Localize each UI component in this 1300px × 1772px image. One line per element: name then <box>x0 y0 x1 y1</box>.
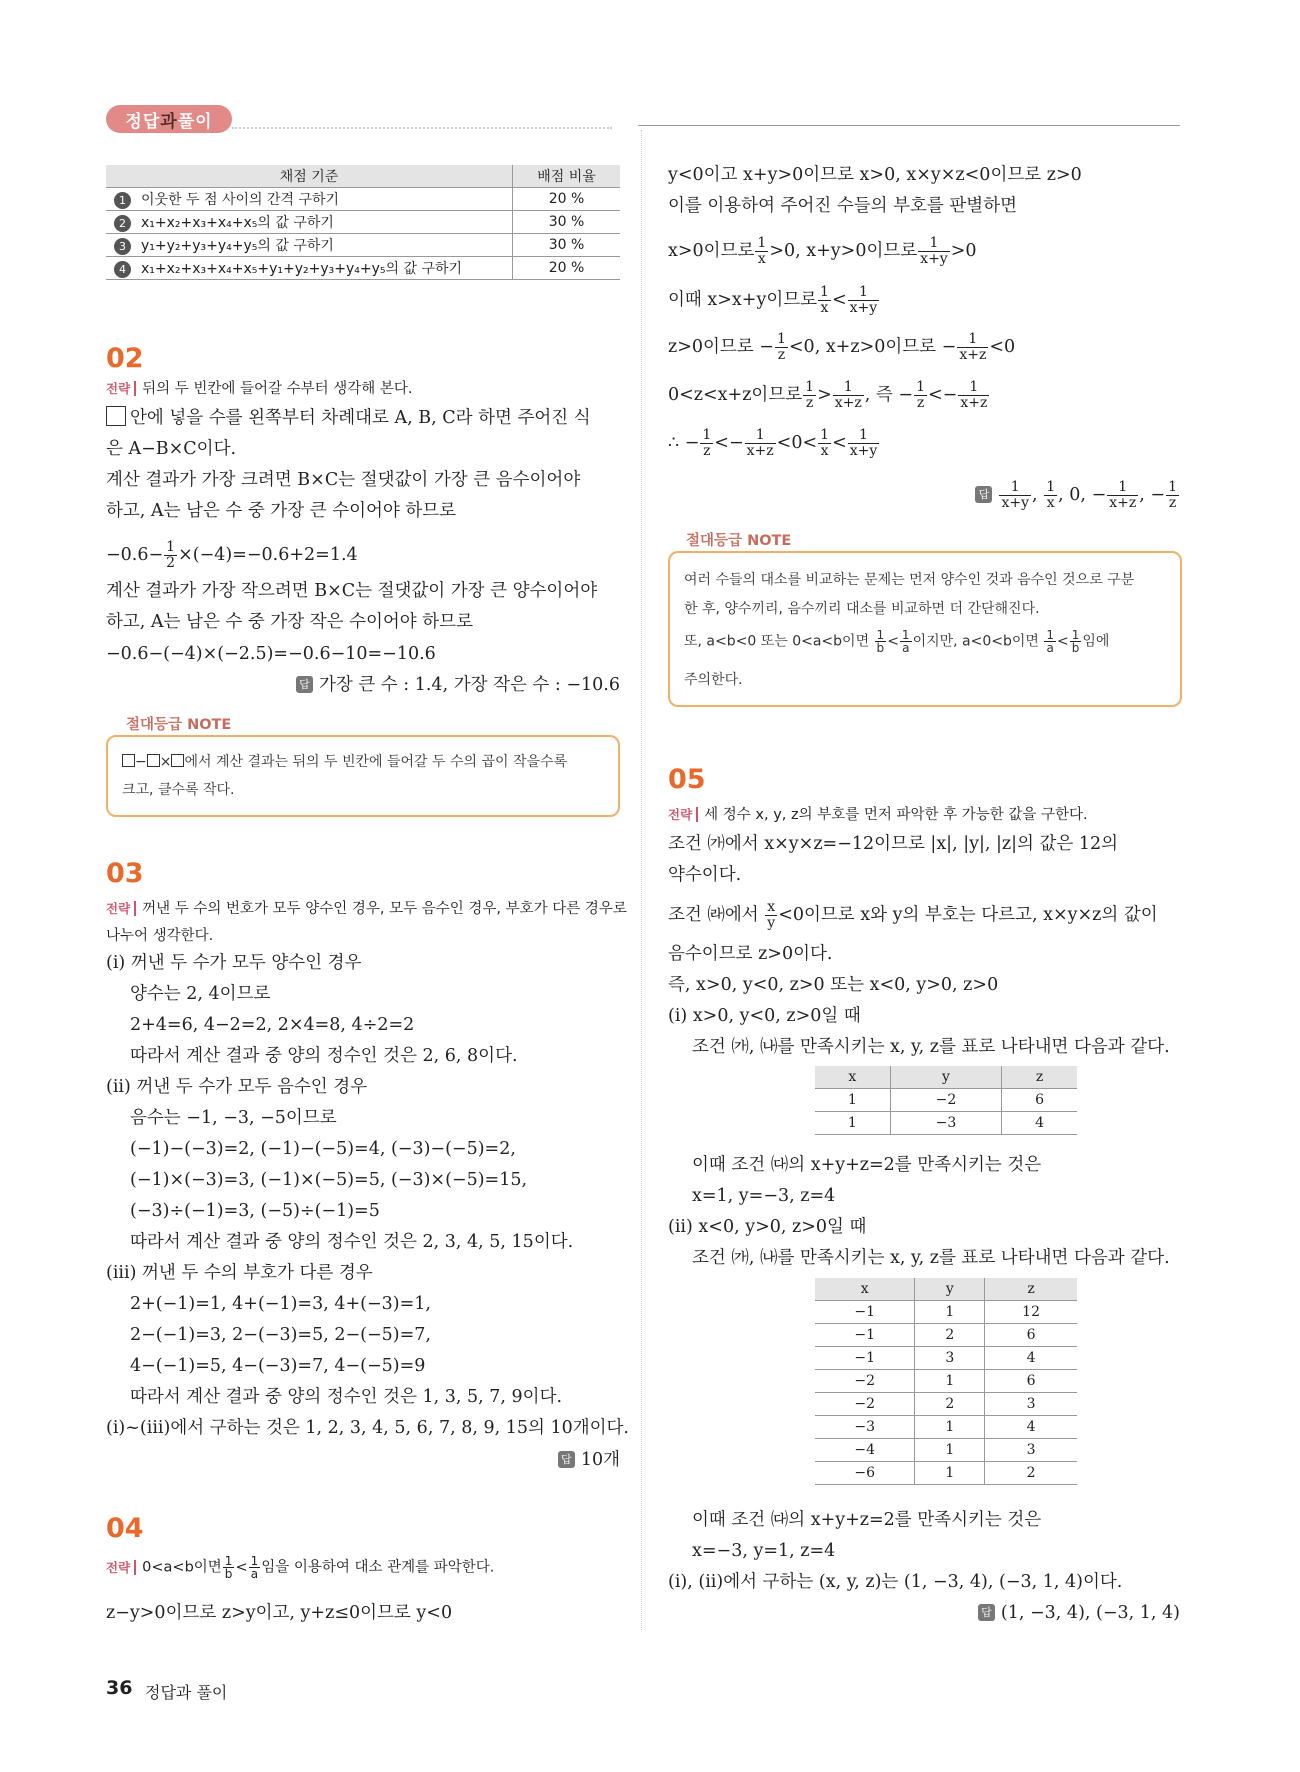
p04-expr: , <box>864 385 871 405</box>
p04-expr: , <box>1080 485 1086 505</box>
frac-num: 1 <box>820 284 829 300</box>
p02-expr: ×(−4)=−0.6+2=1.4 <box>178 545 358 565</box>
grading-criteria-text: x₁+x₂+x₃+x₄+x₅+y₁+y₂+y₃+y₄+y₅의 값 구하기 <box>141 261 463 277</box>
cell: 1 <box>915 1370 985 1393</box>
p04-line: z−y>0이므로 z>y이고, y+z≤0이므로 y<0 <box>106 1603 453 1623</box>
header-title-c: 풀이 <box>177 111 213 132</box>
header-dotted-rule <box>232 127 612 129</box>
p03-line: (−3)÷(−1)=3, (−5)÷(−1)=5 <box>130 1201 380 1221</box>
frac-num: 1 <box>1107 480 1138 496</box>
frac-den: x+z <box>960 395 988 411</box>
p03-line: 4−(−1)=5, 4−(−3)=7, 4−(−5)=9 <box>130 1356 426 1376</box>
table-row <box>815 1370 1077 1393</box>
p04-expr: <0, x+z>0이므로 − <box>788 337 957 357</box>
frac-num: 1 <box>1071 628 1080 642</box>
frac-num: 1 <box>224 1554 233 1568</box>
col-head: x <box>815 1066 890 1089</box>
fraction <box>1166 480 1179 511</box>
grading-ratio: 20 % <box>513 257 621 280</box>
table-row <box>106 188 620 211</box>
strategy-text: 임을 이용하여 대소 관계를 파악한다. <box>261 1559 495 1576</box>
note-op: × <box>159 754 172 770</box>
table-row <box>106 211 620 234</box>
note-line-3 <box>684 629 1109 654</box>
table-row <box>815 1393 1077 1416</box>
p02-line-3: 계산 결과가 가장 크려면 B×C는 절댓값이 가장 큰 음수이어야 <box>106 470 581 490</box>
fraction <box>1044 629 1056 654</box>
frac-num: 1 <box>757 235 767 251</box>
note-text: 이지만, a<0<b이면 <box>912 633 1039 650</box>
p04-expr: 0 <box>1069 485 1081 505</box>
row-number-badge: 2 <box>114 215 131 232</box>
frac-num: 1 <box>833 380 864 396</box>
p04-line <box>668 380 990 411</box>
col-head: z <box>985 1278 1077 1301</box>
row-number-badge: 4 <box>114 261 131 278</box>
p05-expr: <0이므로 x와 y의 부호는 다르고, x×y×z의 값이 <box>778 905 1158 925</box>
p04-expr: <0 <box>989 337 1016 357</box>
p05-line: x=1, y=−3, z=4 <box>692 1186 836 1206</box>
fraction <box>249 1555 261 1580</box>
p05-line: (i) x>0, y<0, z>0일 때 <box>668 1006 861 1026</box>
col-head: y <box>915 1278 985 1301</box>
frac-den: x+y <box>920 251 948 267</box>
note-title: 절대등급 NOTE <box>686 533 792 549</box>
cell: 2 <box>985 1462 1077 1485</box>
frac-num: 1 <box>918 236 950 252</box>
grading-criteria-text: 이웃한 두 점 사이의 간격 구하기 <box>141 192 340 208</box>
p03-answer <box>558 1448 620 1472</box>
frac-den: x+y <box>1001 495 1030 511</box>
p05-line: 약수이다. <box>668 865 742 885</box>
p04-line <box>668 428 880 459</box>
cell: 1 <box>915 1301 985 1324</box>
fraction <box>999 480 1031 511</box>
note-title: 절대등급 NOTE <box>126 717 232 733</box>
p04-expr: < <box>831 290 847 310</box>
row-number-badge: 1 <box>114 192 131 209</box>
table-row <box>106 257 620 280</box>
answer-icon: 답 <box>975 486 992 503</box>
table-row <box>815 1416 1077 1439</box>
problem-03-number: 03 <box>106 858 144 889</box>
fraction <box>848 285 880 316</box>
cell: 3 <box>985 1393 1077 1416</box>
strategy-text: 꺼낸 두 수의 번호가 모두 양수인 경우, 모두 음수인 경우, 부호가 다른 경우로 <box>142 901 627 917</box>
p04-expr: z>0이므로 − <box>668 337 774 357</box>
frac-num: 1 <box>876 628 885 642</box>
p05-line <box>668 900 1158 931</box>
frac-den: b <box>224 1567 233 1581</box>
frac-num: 1 <box>1046 628 1055 642</box>
p03-line: (i)~(iii)에서 구하는 것은 1, 2, 3, 4, 5, 6, 7, 8, 9, 15의 10개이다. <box>106 1418 630 1438</box>
p02-line-5 <box>106 540 358 571</box>
p04-expr: < <box>832 433 847 453</box>
p04-expr: 즉 − <box>875 385 914 405</box>
p04-expr: − <box>1091 485 1107 505</box>
grading-head-criteria: 채점 기준 <box>106 165 513 188</box>
frac-den: x+y <box>849 300 878 316</box>
frac-den: x+y <box>849 443 878 459</box>
p05-line: 조건 ㈎, ㈏를 만족시키는 x, y, z를 표로 나타내면 다음과 같다. <box>692 1248 1170 1268</box>
header-title-b: 과 <box>160 111 178 132</box>
fraction <box>957 332 988 363</box>
grading-head-ratio: 배점 비율 <box>513 165 621 188</box>
fraction <box>818 285 831 316</box>
p04-expr: 0<z<x+z이므로 <box>668 385 803 405</box>
column-divider <box>641 130 642 1630</box>
p04-expr: , <box>1032 485 1038 505</box>
p03-line: (ii) 꺼낸 두 수가 모두 음수인 경우 <box>106 1077 368 1097</box>
fraction <box>875 629 887 654</box>
strategy-text: 뒤의 두 빈칸에 들어갈 수부터 생각해 본다. <box>142 381 413 397</box>
cell: 2 <box>915 1393 985 1416</box>
footer-label: 정답과 풀이 <box>145 1683 228 1702</box>
p03-line: 2+4=6, 4−2=2, 2×4=8, 4÷2=2 <box>130 1015 415 1035</box>
header-title <box>106 105 232 133</box>
p04-expr: ∴ − <box>668 433 700 453</box>
grading-table-header <box>106 165 620 188</box>
fraction <box>745 428 776 459</box>
blank-box-icon <box>147 754 160 767</box>
frac-den: b <box>876 641 885 655</box>
problem-04-strategy <box>106 1555 494 1580</box>
frac-num: 1 <box>848 285 880 301</box>
strategy-tag: 전략 <box>106 381 136 396</box>
cell: 6 <box>985 1370 1077 1393</box>
cell: 3 <box>915 1347 985 1370</box>
answer-text: 가장 큰 수 : 1.4, 가장 작은 수 : −10.6 <box>318 675 620 695</box>
frac-num: 1 <box>805 379 815 395</box>
p05-line: 음수이므로 z>0이다. <box>668 944 833 964</box>
note-text: 또, a<b<0 또는 0<a<b이면 <box>684 633 870 650</box>
strategy-tag: 전략 <box>106 1560 136 1575</box>
note-text: 임에 <box>1082 633 1110 650</box>
cell: 1 <box>915 1416 985 1439</box>
fraction <box>1044 480 1057 511</box>
table-row <box>815 1301 1077 1324</box>
p05-line: (ii) x<0, y>0, z>0일 때 <box>668 1217 867 1237</box>
cell: −1 <box>815 1301 915 1324</box>
p04-line: 이를 이용하여 주어진 수들의 부호를 판별하면 <box>668 196 1018 216</box>
p03-line: 따라서 계산 결과 중 양의 정수인 것은 2, 3, 4, 5, 15이다. <box>130 1232 574 1252</box>
p05-line: 조건 ㈎에서 x×y×z=−12이므로 |x|, |y|, |z|의 값은 12의 <box>668 834 1119 854</box>
frac-den: x+z <box>834 395 862 411</box>
frac-den: x <box>820 300 829 316</box>
frac-den: z <box>805 395 814 411</box>
grading-table <box>106 165 620 280</box>
p04-expr: >0 <box>950 241 977 261</box>
cell: 1 <box>915 1439 985 1462</box>
cell: −3 <box>890 1112 1001 1135</box>
frac-den: a <box>1046 641 1054 655</box>
frac-num: 1 <box>916 379 925 395</box>
note-op: − <box>135 754 147 770</box>
p03-line: 따라서 계산 결과 중 양의 정수인 것은 2, 6, 8이다. <box>130 1046 518 1066</box>
note-text: < <box>887 633 899 650</box>
fraction <box>848 428 880 459</box>
frac-num: 1 <box>901 628 910 642</box>
cell: −1 <box>815 1347 915 1370</box>
problem-04-number: 04 <box>106 1513 144 1544</box>
strategy-tag: 전략 <box>106 901 136 916</box>
row-number-badge: 3 <box>114 238 131 255</box>
frac-den: a <box>250 1567 259 1581</box>
cell: 1 <box>915 1462 985 1485</box>
fraction <box>765 900 777 931</box>
answer-icon: 답 <box>558 1451 575 1468</box>
p05-table-2 <box>815 1278 1077 1485</box>
cell: −4 <box>815 1439 915 1462</box>
problem-05-number: 05 <box>668 764 706 795</box>
p04-expr: < <box>802 433 818 453</box>
note-line-4: 주의한다. <box>684 672 743 688</box>
header-rule <box>638 125 1180 126</box>
p04-expr: 0 <box>791 433 803 453</box>
cell: 1 <box>815 1112 890 1135</box>
p05-line: 이때 조건 ㈐의 x+y+z=2를 만족시키는 것은 <box>692 1510 1042 1530</box>
table-row <box>815 1112 1077 1135</box>
cell: −2 <box>815 1393 915 1416</box>
note-text: 에서 계산 결과는 뒤의 두 빈칸에 들어갈 두 수의 곱이 작을수록 <box>184 754 568 770</box>
frac-den: a <box>902 641 910 655</box>
frac-num: x <box>765 900 777 916</box>
p04-expr: , <box>1058 485 1064 505</box>
p02-answer <box>296 673 620 697</box>
frac-num: 1 <box>250 1554 259 1568</box>
table-row <box>815 1462 1077 1485</box>
fraction <box>700 428 713 459</box>
p02-line-4: 하고, A는 남은 수 중 가장 큰 수이어야 하므로 <box>106 501 457 521</box>
answer-icon: 답 <box>296 676 313 693</box>
cell: 4 <box>1002 1112 1077 1135</box>
answer-icon: 답 <box>978 1604 995 1621</box>
p02-expr: −0.6− <box>106 545 164 565</box>
grading-criteria-text: x₁+x₂+x₃+x₄+x₅의 값 구하기 <box>141 215 334 231</box>
problem-03-strategy <box>106 897 627 918</box>
cell: −1 <box>815 1324 915 1347</box>
strategy-tag: 전략 <box>668 807 698 822</box>
fraction <box>164 540 177 571</box>
note-line-2: 크고, 클수록 작다. <box>122 782 235 798</box>
frac-den: z <box>1168 495 1177 511</box>
frac-den: x+z <box>746 443 774 459</box>
p04-expr: − <box>728 433 744 453</box>
cell: 2 <box>915 1324 985 1347</box>
p03-line: (−1)−(−3)=2, (−1)−(−5)=4, (−3)−(−5)=2, <box>130 1139 516 1159</box>
table-row <box>815 1347 1077 1370</box>
frac-den: x <box>1046 495 1055 511</box>
grading-ratio: 30 % <box>513 234 621 257</box>
p05-answer <box>978 1601 1180 1625</box>
p04-line: y<0이고 x+y>0이므로 x>0, x×y×z<0이므로 z>0 <box>668 165 1082 185</box>
answer-text: (1, −3, 4), (−3, 1, 4) <box>1000 1603 1180 1623</box>
p03-line: (iii) 꺼낸 두 수의 부호가 다른 경우 <box>106 1263 373 1283</box>
p05-line: x=−3, y=1, z=4 <box>692 1541 836 1561</box>
table-header <box>815 1278 1077 1301</box>
fraction <box>1107 480 1138 511</box>
note-line-1 <box>122 751 567 771</box>
page-number: 36 <box>106 1677 133 1699</box>
p04-expr: >0, x+y>0이므로 <box>769 241 918 261</box>
p04-expr: , <box>1139 485 1145 505</box>
frac-num: 1 <box>957 332 988 348</box>
table-row <box>815 1439 1077 1462</box>
p05-expr: 조건 ㈑에서 <box>668 905 759 925</box>
fraction <box>833 380 864 411</box>
cell: −2 <box>890 1089 1001 1112</box>
p04-expr: < <box>927 385 943 405</box>
table-row <box>106 234 620 257</box>
p03-line: 2−(−1)=3, 2−(−3)=5, 2−(−5)=7, <box>130 1325 431 1345</box>
p02-line-7: 하고, A는 남은 수 중 가장 작은 수이어야 하므로 <box>106 612 473 632</box>
p04-expr: − <box>1150 485 1166 505</box>
frac-num: 1 <box>999 480 1031 496</box>
p05-line: 이때 조건 ㈐의 x+y+z=2를 만족시키는 것은 <box>692 1155 1042 1175</box>
strategy-text: < <box>235 1559 248 1576</box>
fraction <box>918 236 950 267</box>
frac-num: 1 <box>702 427 712 443</box>
p03-line: 양수는 2, 4이므로 <box>130 984 271 1004</box>
note-box <box>106 735 620 817</box>
p04-line <box>668 332 1015 363</box>
note-text: < <box>1057 633 1069 650</box>
frac-den: x <box>757 251 766 267</box>
note-line-1: 여러 수들의 대소를 비교하는 문제는 먼저 양수인 것과 음수인 것으로 구분 <box>684 572 1135 588</box>
p04-answer <box>975 480 1180 511</box>
cell: 6 <box>985 1324 1077 1347</box>
fraction <box>1070 629 1082 654</box>
p03-line: 따라서 계산 결과 중 양의 정수인 것은 1, 3, 5, 7, 9이다. <box>130 1387 563 1407</box>
col-head: x <box>815 1278 915 1301</box>
frac-den: b <box>1071 641 1080 655</box>
cell: 6 <box>1002 1089 1077 1112</box>
strategy-text: 세 정수 x, y, z의 부호를 먼저 파악한 후 가능한 값을 구한다. <box>704 807 1088 823</box>
blank-box-icon <box>171 754 184 767</box>
frac-num: 1 <box>1046 479 1056 495</box>
frac-den: z <box>916 395 925 411</box>
col-head: y <box>890 1066 1001 1089</box>
col-head: z <box>1002 1066 1077 1089</box>
p05-line: (i), (ii)에서 구하는 (x, y, z)는 (1, −3, 4), (−3, 1, 4)이다. <box>668 1572 1123 1592</box>
frac-num: 1 <box>166 539 176 555</box>
table-row <box>815 1324 1077 1347</box>
fraction <box>900 629 912 654</box>
fraction <box>914 380 927 411</box>
frac-den: x+z <box>1109 495 1137 511</box>
p02-line-8: −0.6−(−4)×(−2.5)=−0.6−10=−10.6 <box>106 644 436 664</box>
p04-expr: − <box>942 385 958 405</box>
p04-expr: 이때 x>x+y이므로 <box>668 290 818 310</box>
fraction <box>958 380 989 411</box>
cell: −3 <box>815 1416 915 1439</box>
frac-num: 1 <box>820 427 830 443</box>
p04-expr: > <box>817 385 832 405</box>
p03-line: 2+(−1)=1, 4+(−1)=3, 4+(−3)=1, <box>130 1294 431 1314</box>
cell: 3 <box>985 1439 1077 1462</box>
p03-line: 음수는 −1, −3, −5이므로 <box>130 1108 337 1128</box>
frac-den: 2 <box>166 555 176 571</box>
header-title-a: 정답 <box>125 111 161 132</box>
frac-num: 1 <box>745 428 776 444</box>
cell: 1 <box>815 1089 890 1112</box>
table-header <box>815 1066 1077 1089</box>
p02-line-6: 계산 결과가 가장 작으려면 B×C는 절댓값이 가장 큰 양수이어야 <box>106 581 598 601</box>
problem-02-strategy <box>106 377 413 398</box>
frac-den: x <box>820 443 829 459</box>
strategy-text: 나누어 생각한다. <box>106 928 214 944</box>
strategy-text: 0<a<b이면 <box>142 1559 222 1576</box>
cell: 4 <box>985 1416 1077 1439</box>
fraction <box>818 428 831 459</box>
cell: 4 <box>985 1347 1077 1370</box>
fraction <box>775 332 788 363</box>
cell: 12 <box>985 1301 1077 1324</box>
answer-text: 10개 <box>580 1450 620 1470</box>
p04-expr: < <box>714 433 729 453</box>
table-row <box>815 1089 1077 1112</box>
blank-box-icon <box>106 406 126 426</box>
p04-line <box>668 236 977 267</box>
p04-line <box>668 285 880 316</box>
p02-line-1 <box>106 406 591 430</box>
fraction <box>755 236 768 267</box>
fraction <box>803 380 816 411</box>
problem-05-strategy <box>668 803 1088 824</box>
frac-num: 1 <box>1168 479 1177 495</box>
p02-text: 안에 넣을 수를 왼쪽부터 차례대로 A, B, C라 하면 주어진 식 <box>130 408 591 428</box>
cell: −2 <box>815 1370 915 1393</box>
frac-den: z <box>777 347 786 363</box>
note-line-2: 한 후, 양수끼리, 음수끼리 대소를 비교하면 더 간단해진다. <box>684 601 1040 617</box>
p02-line-2: 은 A−B×C이다. <box>106 439 237 459</box>
frac-num: 1 <box>848 428 880 444</box>
p04-expr: < <box>776 433 792 453</box>
p05-line: 즉, x>0, y<0, z>0 또는 x<0, y>0, z>0 <box>668 975 999 995</box>
p04-expr: x>0이므로 <box>668 241 755 261</box>
grading-ratio: 30 % <box>513 211 621 234</box>
blank-box-icon <box>122 754 135 767</box>
fraction <box>223 1555 235 1580</box>
grading-criteria-text: y₁+y₂+y₃+y₄+y₅의 값 구하기 <box>141 238 334 254</box>
p03-line: (i) 꺼낸 두 수가 모두 양수인 경우 <box>106 953 362 973</box>
p03-line: (−1)×(−3)=3, (−1)×(−5)=5, (−3)×(−5)=15, <box>130 1170 528 1190</box>
frac-den: x+z <box>959 347 987 363</box>
frac-den: z <box>703 443 711 459</box>
frac-den: y <box>767 915 776 931</box>
grading-ratio: 20 % <box>513 188 621 211</box>
problem-02-number: 02 <box>106 343 144 374</box>
frac-num: 1 <box>958 380 989 396</box>
p05-line: 조건 ㈎, ㈏를 만족시키는 x, y, z를 표로 나타내면 다음과 같다. <box>692 1037 1170 1057</box>
p05-table-1 <box>815 1066 1077 1135</box>
cell: −6 <box>815 1462 915 1485</box>
frac-num: 1 <box>776 331 786 347</box>
note-box <box>668 551 1182 707</box>
